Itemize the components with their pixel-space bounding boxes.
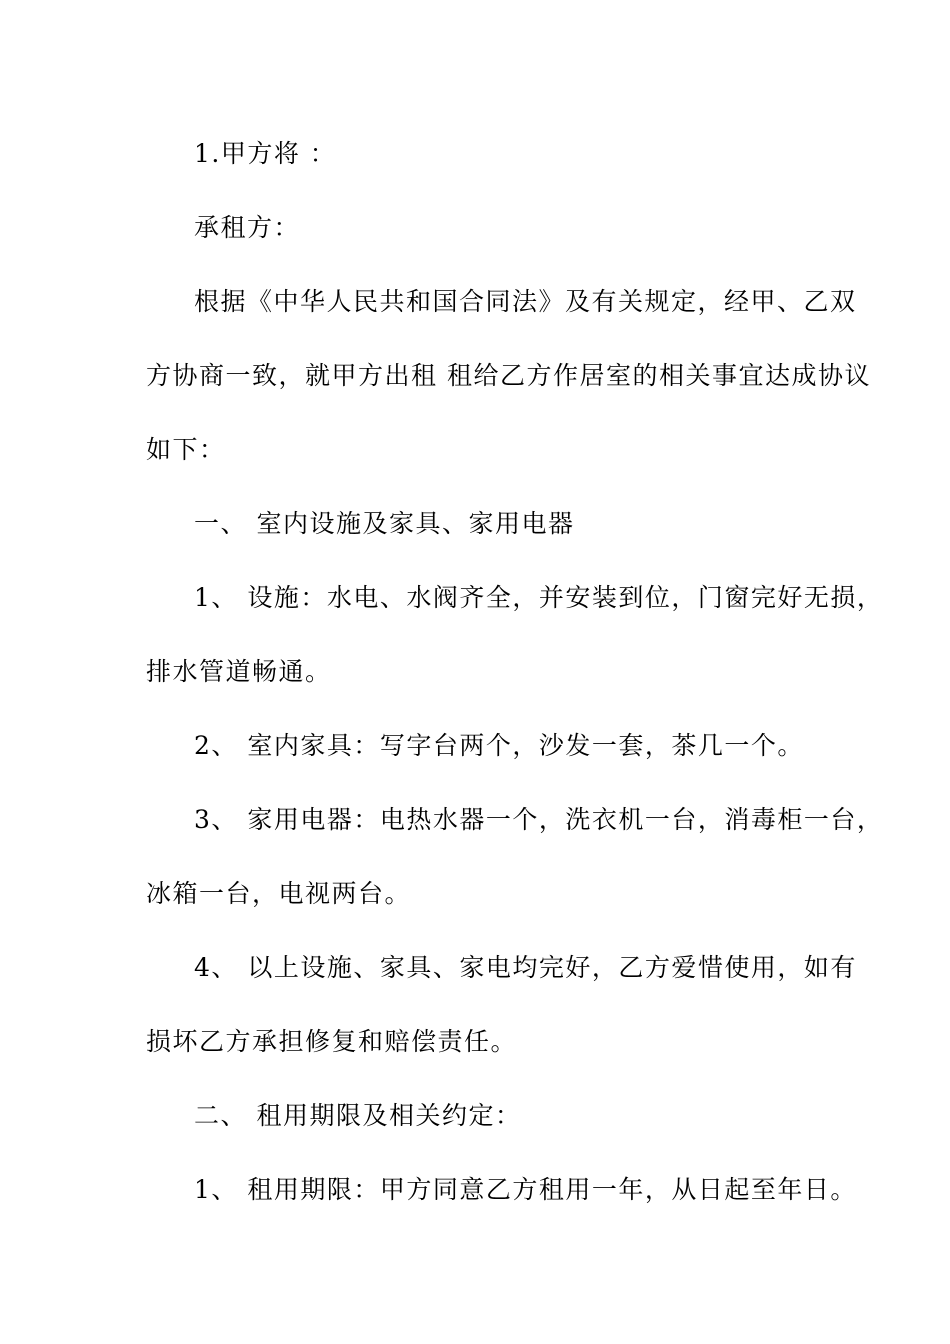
preamble-line-3: 如下：: [146, 435, 226, 464]
item-4-line-1: 4、 以上设施、家具、家电均完好，乙方爱惜使用，如有: [194, 953, 857, 982]
preamble-line-2: 方协商一致，就甲方出租 租给乙方作居室的相关事宜达成协议: [146, 361, 871, 390]
item-3-line-1: 3、 家用电器：电热水器一个，洗衣机一台，消毒柜一台，: [194, 805, 884, 834]
lease-term-item: 1、 租用期限：甲方同意乙方租用一年，从日起至年日。: [194, 1175, 857, 1204]
item-4-line-2: 损坏乙方承担修复和赔偿责任。: [146, 1027, 518, 1056]
item-1-line-2: 排水管道畅通。: [146, 657, 332, 686]
item-2: 2、 室内家具：写字台两个，沙发一套，茶几一个。: [194, 731, 804, 760]
lessee-label: 承租方：: [194, 213, 301, 242]
clause-lessor-intro: 1.甲方将 ：: [194, 139, 337, 168]
section-heading-2: 二、 租用期限及相关约定：: [194, 1101, 522, 1130]
preamble-line-1: 根据《中华人民共和国合同法》及有关规定，经甲、乙双: [194, 287, 857, 316]
item-3-line-2: 冰箱一台，电视两台。: [146, 879, 412, 908]
section-heading-1: 一、 室内设施及家具、家用电器: [194, 509, 575, 538]
item-1-line-1: 1、 设施：水电、水阀齐全，并安装到位，门窗完好无损，: [194, 583, 884, 612]
